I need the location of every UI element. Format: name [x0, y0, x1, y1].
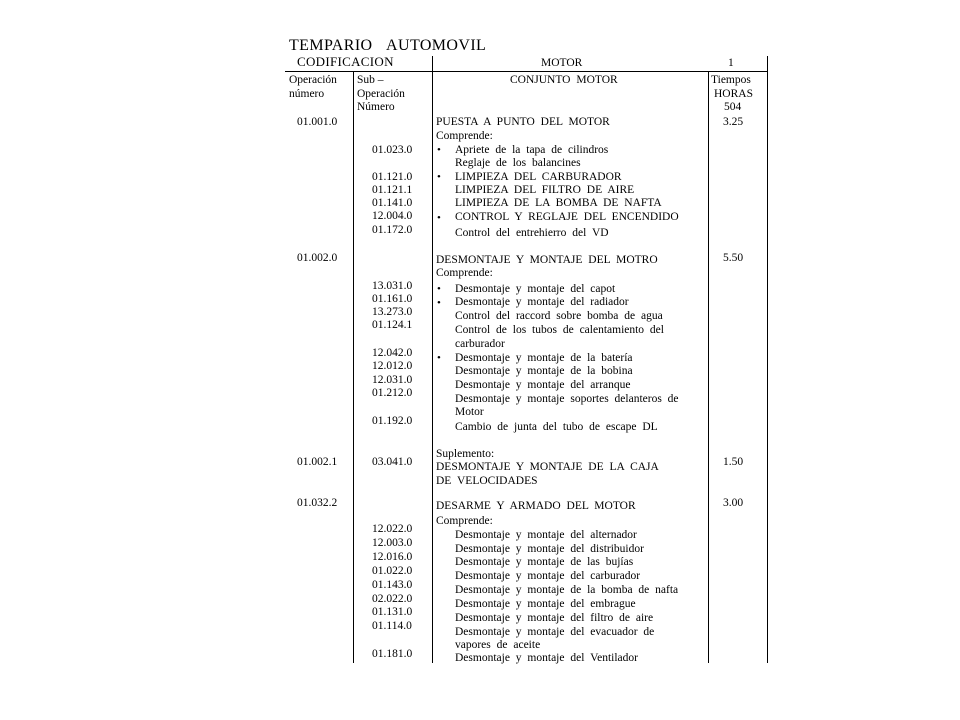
sub-operation-number: 01.181.0 — [372, 648, 413, 660]
sub-operation-number: 12.003.0 — [372, 537, 413, 549]
table-right-border — [767, 56, 768, 663]
description-line: Desmontaje y montaje de la batería — [455, 352, 633, 364]
description-line: Desmontaje y montaje del evacuador de — [455, 626, 655, 638]
sub-operation-number: 01.121.0 — [372, 171, 413, 183]
sub-operation-number: 01.121.1 — [372, 184, 413, 196]
sub-operation-number: 12.012.0 — [372, 360, 413, 372]
description-line: LIMPIEZA DE LA BOMBA DE NAFTA — [455, 197, 662, 209]
description-line: Apriete de la tapa de cilindros — [455, 144, 609, 156]
time-hours: 3.25 — [723, 116, 744, 128]
comprende-label: Comprende: — [436, 515, 493, 527]
description-line: Desmontaje y montaje del capot — [455, 283, 616, 295]
operation-title: DE VELOCIDADES — [436, 475, 538, 487]
sub-operation-number: 01.172.0 — [372, 224, 413, 236]
bullet: • — [437, 297, 441, 309]
codificacion-header: CODIFICACION — [297, 54, 394, 69]
description-line: Desmontaje y montaje de la bobina — [455, 365, 633, 377]
column-divider-operacion — [353, 71, 354, 663]
sub-operation-number: 01.212.0 — [372, 387, 413, 399]
col-sub-label-1: Sub – — [357, 74, 384, 86]
column-divider-tiempos — [708, 71, 709, 663]
col-sub-label-2: Operación — [357, 88, 405, 100]
sub-operation-number: 03.041.0 — [372, 456, 413, 468]
sub-operation-number: 01.131.0 — [372, 606, 413, 618]
sub-operation-number: 01.114.0 — [372, 620, 412, 632]
sub-operation-number: 12.004.0 — [372, 210, 413, 222]
description-line: Desmontaje y montaje del alternador — [455, 529, 637, 541]
sub-operation-number: 01.141.0 — [372, 197, 413, 209]
sub-operation-number: 12.016.0 — [372, 551, 413, 563]
description-line: Desmontaje y montaje del carburador — [455, 570, 641, 582]
description-line: Control del entrehierro del VD — [455, 227, 609, 239]
comprende-label: Comprende: — [436, 267, 493, 279]
operation-number: 01.002.1 — [297, 456, 338, 468]
suplemento-label: Suplemento: — [436, 448, 495, 460]
motor-header: MOTOR — [541, 57, 583, 69]
description-line: Desmontaje y montaje del arranque — [455, 379, 631, 391]
operation-title: DESARME Y ARMADO DEL MOTOR — [436, 500, 636, 512]
description-line: Desmontaje y montaje del distribuidor — [455, 543, 644, 555]
time-hours: 3.00 — [723, 497, 744, 509]
bullet: • — [437, 212, 441, 224]
description-line: carburador — [455, 338, 505, 350]
operation-title: PUESTA A PUNTO DEL MOTOR — [436, 116, 610, 128]
col-tiempos-label-2: HORAS — [714, 88, 753, 100]
time-hours: 5.50 — [723, 252, 744, 264]
sub-operation-number: 02.022.0 — [372, 593, 413, 605]
bullet: • — [437, 283, 441, 295]
operation-number: 01.032.2 — [297, 497, 338, 509]
page-number: 1 — [728, 57, 734, 69]
col-tiempos-label-3: 504 — [724, 101, 742, 113]
sub-operation-number: 01.022.0 — [372, 565, 413, 577]
sub-operation-number: 01.023.0 — [372, 144, 413, 156]
operation-number: 01.001.0 — [297, 116, 338, 128]
description-line: Desmontaje y montaje del embrague — [455, 598, 636, 610]
description-line: Reglaje de los balancines — [455, 157, 581, 169]
header-rule — [285, 71, 767, 72]
description-line: Cambio de junta del tubo de escape DL — [455, 421, 658, 433]
sub-operation-number: 01.192.0 — [372, 415, 413, 427]
bullet: • — [437, 144, 441, 156]
description-line: Desmontaje y montaje de las bujías — [455, 556, 634, 568]
description-line: CONTROL Y REGLAJE DEL ENCENDIDO — [455, 211, 679, 223]
sub-operation-number: 01.124.1 — [372, 319, 413, 331]
sub-operation-number: 13.273.0 — [372, 306, 413, 318]
sub-operation-number: 12.022.0 — [372, 523, 413, 535]
description-line: Desmontaje y montaje de la bomba de nafta — [455, 584, 679, 596]
col-conjunto-label: CONJUNTO MOTOR — [510, 74, 618, 86]
col-tiempos-label-1: Tiempos — [711, 74, 751, 86]
sub-operation-number: 01.143.0 — [372, 579, 413, 591]
document-title: TEMPARIO AUTOMOVIL — [289, 37, 487, 54]
sub-operation-number: 12.042.0 — [372, 347, 413, 359]
sub-operation-number: 13.031.0 — [372, 280, 413, 292]
col-operacion-label-1: Operación — [289, 74, 337, 86]
description-line: Control de los tubos de calentamiento del — [455, 324, 664, 336]
sub-operation-number: 12.031.0 — [372, 374, 413, 386]
sub-operation-number: 01.161.0 — [372, 293, 413, 305]
col-sub-label-3: Número — [357, 101, 395, 113]
operation-title: DESMONTAJE Y MONTAJE DEL MOTRO — [436, 254, 658, 266]
description-line: Desmontaje y montaje del filtro de aire — [455, 612, 654, 624]
operation-title: DESMONTAJE Y MONTAJE DE LA CAJA — [436, 461, 659, 473]
time-hours: 1.50 — [723, 456, 744, 468]
description-line: Control del raccord sobre bomba de agua — [455, 310, 663, 322]
description-line: vapores de aceite — [455, 639, 541, 651]
description-line: Desmontaje y montaje soportes delanteros de — [455, 393, 679, 405]
column-divider-sub — [432, 56, 433, 663]
description-line: Desmontaje y montaje del Ventilador — [455, 652, 638, 664]
bullet: • — [437, 352, 441, 364]
col-operacion-label-2: número — [289, 88, 325, 100]
description-line: LIMPIEZA DEL FILTRO DE AIRE — [455, 184, 635, 196]
operation-number: 01.002.0 — [297, 252, 338, 264]
description-line: LIMPIEZA DEL CARBURADOR — [455, 171, 622, 183]
comprende-label: Comprende: — [436, 130, 493, 142]
description-line: Desmontaje y montaje del radiador — [455, 296, 629, 308]
description-line: Motor — [455, 406, 484, 418]
bullet: • — [437, 171, 441, 183]
